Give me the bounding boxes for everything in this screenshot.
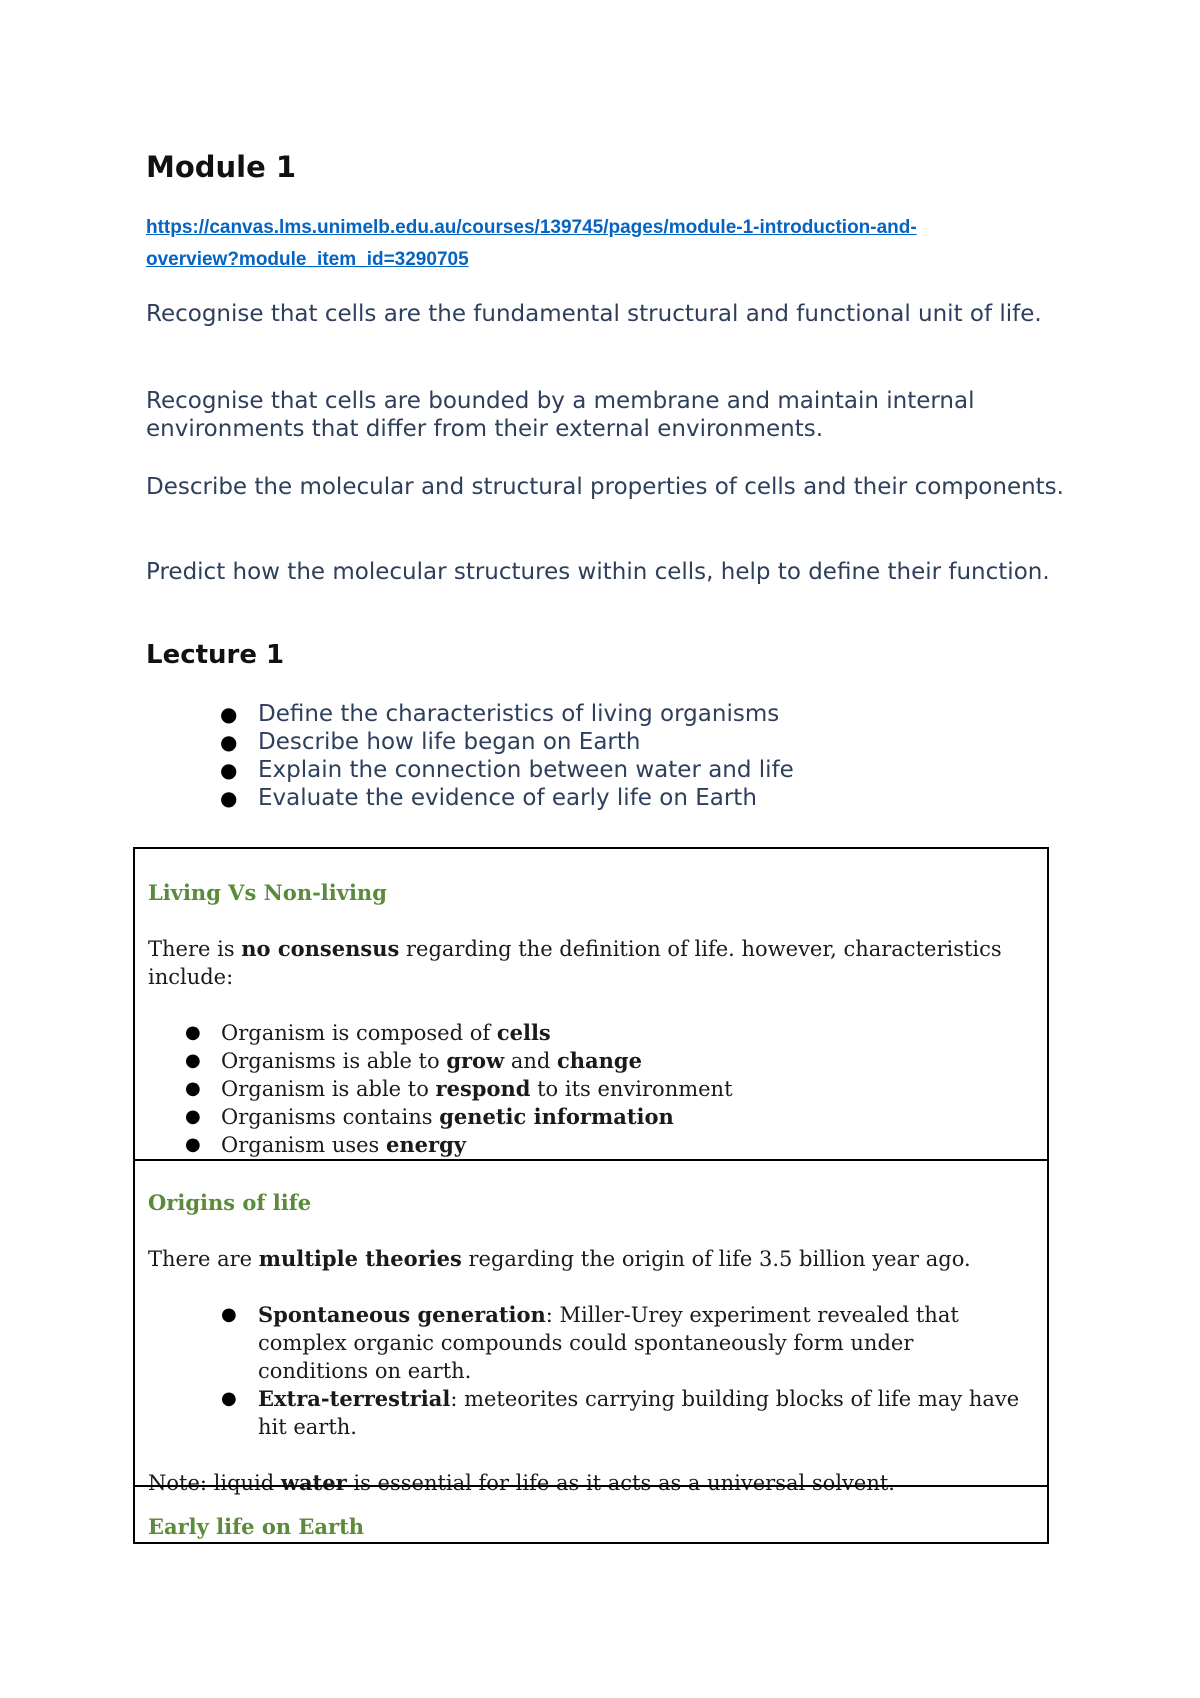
objective-2: Recognise that cells are bounded by a membrane and maintain internal environments that differ from their external environments. (146, 388, 975, 442)
living-characteristics-list (148, 1019, 1029, 1159)
cell-title-living: Living Vs Non-living (148, 880, 387, 905)
bullet-icon: ● (221, 1304, 237, 1325)
table-row-divider (135, 1485, 1047, 1487)
cell-early-life (148, 1513, 1029, 1541)
list-item: ● Define the characteristics of living organisms (220, 701, 780, 727)
table-row-divider (135, 1159, 1047, 1161)
list-item: ● Organisms is able to grow and change (185, 1048, 642, 1073)
bullet-icon: ● (220, 702, 238, 726)
cell-origins-of-life (148, 1189, 1029, 1497)
bullet-icon: ● (220, 786, 238, 810)
bullet-icon: ● (185, 1050, 201, 1071)
origins-note: Note: liquid water is essential for life as it acts as a universal solvent. (148, 1470, 895, 1495)
list-item: ● Spontaneous generation: Miller-Urey experiment revealed that complex organic compounds could spontaneously form under conditions on earth. (221, 1302, 959, 1383)
living-intro: There is no consensus regarding the definition of life. however, characteristics include: (148, 936, 1002, 989)
list-item: ● Organism is composed of cells (185, 1020, 551, 1045)
lecture-title: Lecture 1 (146, 640, 285, 670)
module-title: Module 1 (146, 150, 297, 184)
origins-theories-list (148, 1301, 1029, 1441)
origins-intro: There are multiple theories regarding the origin of life 3.5 billion year ago. (148, 1246, 971, 1271)
bullet-icon: ● (220, 730, 238, 754)
list-item: ● Evaluate the evidence of early life on Earth (220, 785, 757, 811)
list-item: ● Describe how life began on Earth (220, 729, 641, 755)
module-link[interactable] (146, 212, 1046, 276)
bullet-icon: ● (220, 758, 238, 782)
bullet-icon: ● (185, 1134, 201, 1155)
module-link-line1[interactable]: https://canvas.lms.unimelb.edu.au/courses/139745/pages/module-1-introduction-and- (146, 217, 917, 238)
list-item: ● Organism is able to respond to its environment (185, 1076, 733, 1101)
lecture-objectives-list (146, 700, 794, 812)
module-link-line2[interactable]: overview?module_item_id=3290705 (146, 249, 469, 270)
bullet-icon: ● (185, 1078, 201, 1099)
objective-4: Predict how the molecular structures within cells, help to define their function. (146, 559, 1050, 585)
list-item: ● Organisms contains genetic information (185, 1104, 674, 1129)
bullet-icon: ● (221, 1388, 237, 1409)
list-item: ● Explain the connection between water and life (220, 757, 794, 783)
cell-title-origins: Origins of life (148, 1190, 312, 1215)
bullet-icon: ● (185, 1022, 201, 1043)
objective-3: Describe the molecular and structural properties of cells and their components. (146, 474, 1064, 500)
bullet-icon: ● (185, 1106, 201, 1127)
cell-title-early-life: Early life on Earth (148, 1514, 365, 1539)
objective-1: Recognise that cells are the fundamental structural and functional unit of life. (146, 301, 1042, 327)
list-item: ● Extra-terrestrial: meteorites carrying building blocks of life may have hit earth. (221, 1386, 1020, 1439)
cell-living-vs-nonliving (148, 879, 1029, 1159)
notes-table (133, 847, 1049, 1544)
list-item: ● Organism uses energy (185, 1132, 466, 1157)
